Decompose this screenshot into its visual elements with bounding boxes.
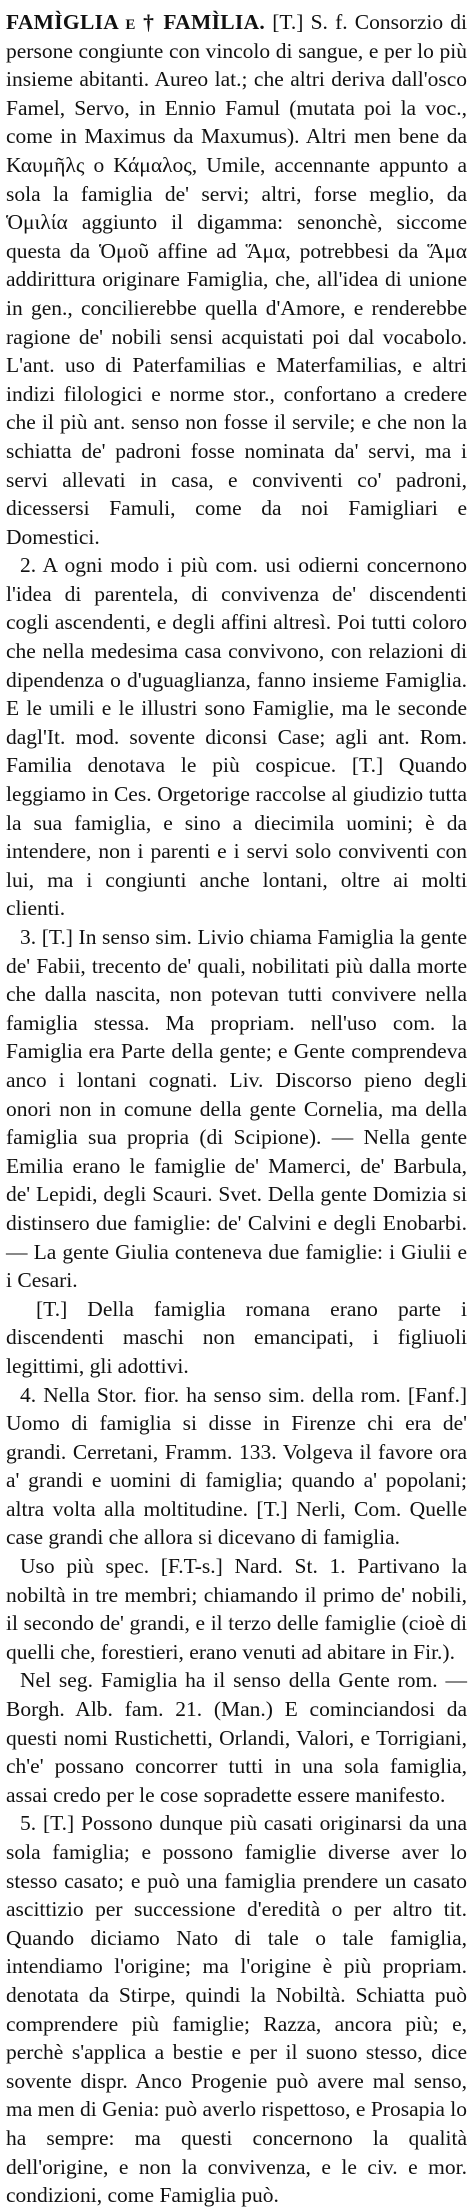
entry-paragraph-3: 3. [T.] In senso sim. Livio chiama Famiglia la gente de' Fabii, trecento de' quali, nobilitati più dalla morte che dalla nascita, non potevan tutti convivere nella famiglia stessa. Ma propriam. nell'uso com. la Famiglia era Parte della gente; e Gente comprendeva anco i lontani cognati. Liv. Discorso pieno degli onori non in comune della gente Cornelia, ma della famiglia sua propria (di Scipione). — Nella gente Emilia erano le famiglie de' Mamerci, de' Barbula, de' Lepidi, degli Scauri. Svet. Della gente Domizia si distinsero due famiglie: de' Calvini e degli Enobarbi. — La gente Giulia conteneva due famiglie: i Giulii e i Cesari.: [6, 925, 467, 1293]
entry-paragraph-4: [T.] Della famiglia romana erano parte i discendenti maschi non emancipati, i figliuoli legittimi, gli adottivi.: [6, 1296, 467, 1378]
entry-paragraph-2: 2. A ogni modo i più com. usi odierni concernono l'idea di parentela, di convivenza de' discendenti cogli ascendenti, e degli affini altresì. Poi tutti coloro che nella medesima casa convivono, con relazioni di dipendenza o d'uguaglianza, fanno insieme Famiglia. E le umili e le illustri sono Famiglie, ma le seconde dagl'It. mod. sovente diconsi Case; agli ant. Rom. Familia denotava le più cospicue. [T.] Quando leggiamo in Ces. Orgetorige raccolse al giudizio tutta la sua famiglia, e sino a diecimila uomini; è da intendere, non i parenti e i servi solo conviventi con lui, ma i congiunti anche lontani, oltre ai molti clienti.: [6, 553, 467, 921]
entry-paragraph-1: [6, 8, 467, 551]
entry-paragraph-8: 5. [T.] Possono dunque più casati originarsi da una sola famiglia; e possono famiglie diverse aver lo stesso casato; e può una famiglia prendere un casato ascittizio per successione d'eredità o per altro tit. Quando diciamo Nato di tale o tale famiglia, intendiamo l'origine; ma l'origine è più propriam. denotata da Stirpe, quindi la Nobiltà. Schiatta può comprendere più famiglie; Razza, ancora più; e, perchè s'applica a bestie e per il suono stesso, dice sovente dispr. Anco Progenie può avere mal senso, ma men di Genia: può averlo rispettoso, e Prosapia lo ha sempre: ma questi concernono la qualità dell'origine, e non la convivenza, e le civ. e mor. condizioni, come Famiglia può.: [6, 1811, 467, 2208]
entry-paragraph-5: 4. Nella Stor. fior. ha senso sim. della rom. [Fanf.] Uomo di famiglia si disse in Firenze chi era de' grandi. Cerretani, Framm. 133. Volgeva il favore ora a' grandi e uomini di famiglia; quando a' popolani; altra volta alla moltitudine. [T.] Nerli, Com. Quelle case grandi che allora si dicevano di famiglia.: [6, 1382, 467, 1550]
headword: FAMÌGLIA e † FAMÌLIA.: [6, 10, 266, 34]
entry-paragraph-7: Nel seg. Famiglia ha il senso della Gente rom. — Borgh. Alb. fam. 21. (Man.) E cominciandosi da questi nomi Rustichetti, Orlandi, Valori, e Torrigiani, ch'e' possano concorrer tutti in una sola famiglia, assai credo per le cose sopradette essere manifesto.: [6, 1668, 467, 1807]
entry-text-1: [T.] S. f. Consorzio di persone congiunte con vincolo di sangue, e per lo più insieme abitanti. Aureo lat.; che altri deriva dall'osco Famel, Servo, in Ennio Famul (mutata poi la voc., come in Maximus da Maxumus). Altri men bene da Καυμῆλς o Κάμαλος, Umile, accennante appunto a sola la famiglia de' servi; altri, forse meglio, da Ὁμιλία aggiunto il digamma: senonchè, siccome questa da Ὁμοῦ affine ad Ἅμα, potrebbesi da Ἅμα addirittura originare Famiglia, che, all'idea di unione in gen., concilierebbe quella d'Amore, e renderebbe ragione de' nobili sensi acquistati poi dal vocabolo. L'ant. uso di Paterfamilias e Materfamilias, e altri indizi filologici e norme stor., confortano a credere che il più ant. senso non fosse il servile; e che non la schiatta de' padroni fosse nominata da' servi, ma i servi allevati in casa, e conviventi co' padroni, dicessersi Famuli, come da noi Famigliari e Domestici.: [6, 10, 467, 549]
entry-paragraph-6: Uso più spec. [F.T-s.] Nard. St. 1. Partivano la nobiltà in tre membri; chiamando il primo de' nobili, il secondo de' grandi, e il terzo delle famiglie (cioè di quelli che, forestieri, erano venuti ad abitare in Fir.).: [6, 1554, 467, 1664]
